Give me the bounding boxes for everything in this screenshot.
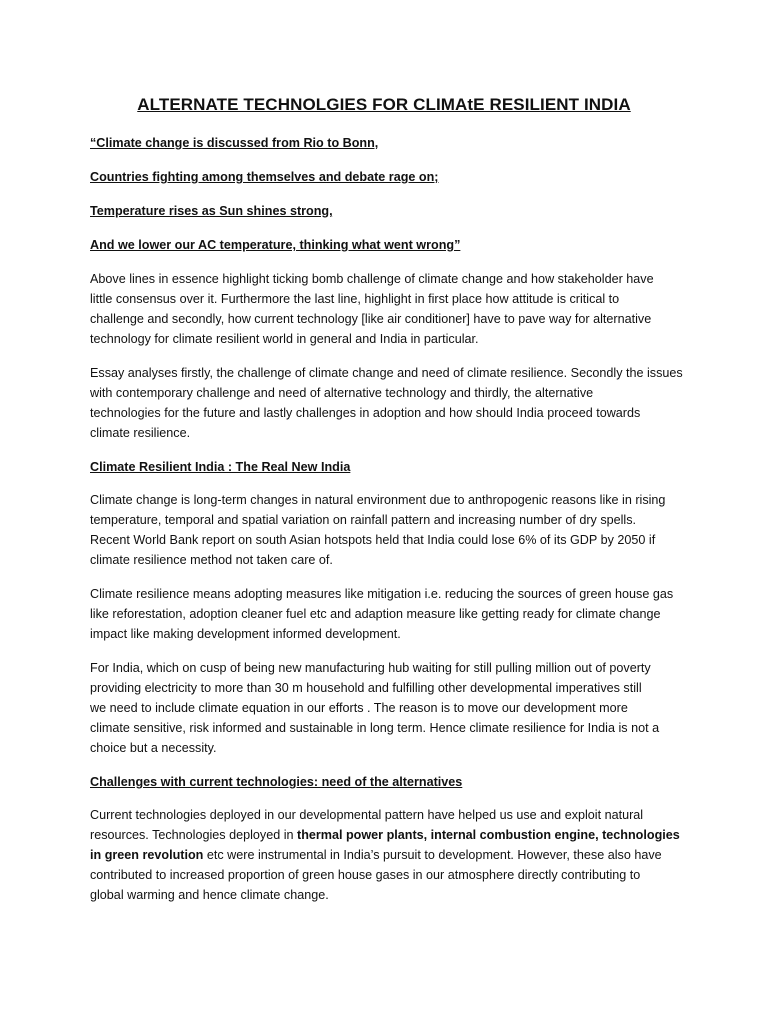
paragraph-line: choice but a necessity. bbox=[90, 741, 217, 755]
paragraph-line: technology for climate resilient world in general and India in particular. bbox=[90, 332, 479, 346]
section1-paragraph-3 bbox=[90, 658, 686, 758]
paragraph-line: technologies for the future and lastly challenges in adoption and how should India proceed towards bbox=[90, 406, 641, 420]
paragraph-line: climate sensitive, risk informed and sustainable in long term. Hence climate resilience for India is not a bbox=[90, 721, 660, 735]
section-heading-challenges: Challenges with current technologies: need of the alternatives bbox=[90, 775, 463, 789]
paragraph-line: little consensus over it. Furthermore the last line, highlight in first place how attitude is critical to bbox=[90, 292, 620, 306]
paragraph-line: Current technologies deployed in our developmental pattern have helped us use and exploit natural bbox=[90, 808, 644, 822]
paragraph-line: challenge and secondly, how current technology [like air conditioner] have to pave way for alternative bbox=[90, 312, 652, 326]
paragraph-line: Above lines in essence highlight ticking bomb challenge of climate change and how stakeholder have bbox=[90, 272, 654, 286]
bold-emphasis: thermal power plants, internal combustion engine, technologies bbox=[297, 828, 680, 842]
section1-paragraph-2 bbox=[90, 584, 686, 644]
paragraph-line: like reforestation, adoption cleaner fuel etc and adaption measure like getting ready for climate change bbox=[90, 607, 661, 621]
paragraph-line: Recent World Bank report on south Asian hotspots held that India could lose 6% of its GDP by 2050 if bbox=[90, 533, 656, 547]
document-title: ALTERNATE TECHNOLGIES FOR CLIMAtE RESILIENT INDIA bbox=[137, 95, 631, 114]
paragraph-line: climate resilience. bbox=[90, 426, 191, 440]
intro-paragraph-1 bbox=[90, 269, 686, 349]
paragraph-line: For India, which on cusp of being new manufacturing hub waiting for still pulling million out of poverty bbox=[90, 661, 651, 675]
paragraph-text: resources. Technologies deployed in bbox=[90, 828, 297, 842]
paragraph-line: we need to include climate equation in our efforts . The reason is to move our development more bbox=[90, 701, 628, 715]
verse-line-3: Temperature rises as Sun shines strong, bbox=[90, 204, 333, 218]
verse-line-1: “Climate change is discussed from Rio to Bonn, bbox=[90, 136, 379, 150]
section-heading-climate-resilient-india: Climate Resilient India : The Real New India bbox=[90, 460, 351, 474]
paragraph-line: Climate resilience means adopting measures like mitigation i.e. reducing the sources of green house gas bbox=[90, 587, 674, 601]
paragraph-line bbox=[90, 825, 686, 845]
paragraph-line: contributed to increased proportion of green house gases in our atmosphere directly contributing to bbox=[90, 868, 641, 882]
paragraph-line: temperature, temporal and spatial variation on rainfall pattern and increasing number of dry spells. bbox=[90, 513, 637, 527]
paragraph-line: global warming and hence climate change. bbox=[90, 888, 329, 902]
intro-paragraph-2 bbox=[90, 363, 686, 443]
verse-line-2: Countries fighting among themselves and debate rage on; bbox=[90, 170, 439, 184]
paragraph-line: Essay analyses firstly, the challenge of climate change and need of climate resilience. Secondly the issues bbox=[90, 366, 683, 380]
paragraph-line: with contemporary challenge and need of alternative technology and thirdly, the alternative bbox=[90, 386, 594, 400]
paragraph-line: providing electricity to more than 30 m household and fulfilling other developmental imperatives still bbox=[90, 681, 642, 695]
paragraph-line: impact like making development informed development. bbox=[90, 627, 401, 641]
verse-line-4: And we lower our AC temperature, thinking what went wrong” bbox=[90, 238, 461, 252]
paragraph-line bbox=[90, 845, 686, 865]
bold-emphasis: in green revolution bbox=[90, 848, 204, 862]
paragraph-line: climate resilience method not taken care of. bbox=[90, 553, 333, 567]
paragraph-line: Climate change is long-term changes in natural environment due to anthropogenic reasons like in rising bbox=[90, 493, 666, 507]
document-body bbox=[90, 133, 686, 919]
section1-paragraph-1 bbox=[90, 490, 686, 570]
section2-paragraph-1 bbox=[90, 805, 686, 905]
paragraph-text: etc were instrumental in India’s pursuit to development. However, these also have bbox=[203, 848, 662, 862]
